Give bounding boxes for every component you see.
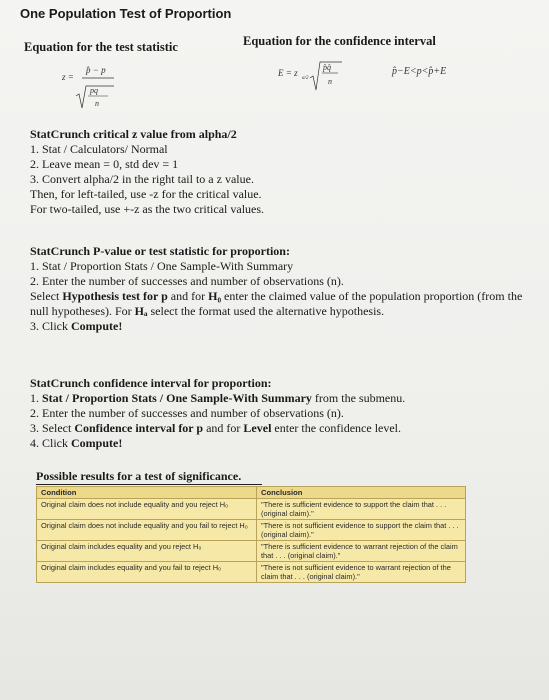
conclusion-cell: "There is sufficient evidence to support the claim that . . . (original claim).": [257, 499, 466, 520]
conclusion-cell: "There is sufficient evidence to warrant rejection of the claim that . . . (original claim).": [257, 541, 466, 562]
p-value-step: 1. Stat / Proportion Stats / One Sample-With Summary: [30, 259, 294, 273]
svg-text:p̂q̂: p̂q̂: [323, 63, 331, 72]
table-row: [37, 562, 466, 583]
ci-step: 4. Click Compute!: [30, 436, 123, 450]
critical-value-line: Then, for left-tailed, use -z for the critical value.: [30, 187, 262, 201]
svg-text:pq: pq: [90, 86, 98, 95]
condition-cell: Original claim does not include equality and you fail to reject H₀: [37, 520, 257, 541]
table-header-row: [37, 487, 466, 499]
test-statistic-heading: Equation for the test statistic: [24, 40, 178, 54]
ci-step: 2. Enter the number of successes and number of observations (n).: [30, 406, 344, 420]
confidence-interval-expression: p̂−E<p<p̂+E: [392, 66, 447, 77]
p-value-step: 2. Enter the number of successes and number of observations (n).: [30, 274, 344, 288]
critical-value-line: 1. Stat / Calculators/ Normal: [30, 142, 168, 156]
column-header-condition: Condition: [37, 487, 257, 499]
results-table-title: Possible results for a test of significance.: [36, 469, 242, 483]
critical-value-line: 2. Leave mean = 0, std dev = 1: [30, 157, 179, 171]
critical-value-heading: StatCrunch critical z value from alpha/2: [30, 127, 237, 141]
critical-value-line: 3. Convert alpha/2 in the right tail to a z value.: [30, 172, 254, 186]
condition-cell: Original claim includes equality and you fail to reject H₀: [37, 562, 257, 583]
test-statistic-formula: [62, 62, 122, 114]
confidence-interval-section: [30, 376, 530, 451]
ci-step: 3. Select Confidence interval for p and for Level enter the confidence level.: [30, 421, 402, 435]
svg-text:n: n: [328, 77, 332, 86]
title-underline: [36, 484, 262, 485]
svg-text:E = z: E = z: [278, 68, 298, 78]
svg-text:p̂ − p: p̂ − p: [86, 65, 106, 75]
page-title: One Population Test of Proportion: [20, 6, 232, 21]
column-header-conclusion: Conclusion: [257, 487, 466, 499]
p-value-section: [30, 244, 530, 334]
critical-value-section: [30, 127, 264, 217]
svg-text:n: n: [95, 99, 99, 108]
conclusion-cell: "There is not sufficient evidence to warrant rejection of the claim that . . . (original claim).": [257, 562, 466, 583]
p-value-step: 3. Click Compute!: [30, 319, 123, 333]
ci-step: 1. Stat / Proportion Stats / One Sample-With Summary from the submenu.: [30, 391, 406, 405]
svg-text:α/2: α/2: [302, 76, 309, 81]
conclusion-cell: "There is not sufficient evidence to support the claim that . . . (original claim).": [257, 520, 466, 541]
confidence-interval-heading: Equation for the confidence interval: [243, 34, 436, 48]
confidence-interval-steps-heading: StatCrunch confidence interval for proportion:: [30, 376, 272, 390]
condition-cell: Original claim includes equality and you reject H₀: [37, 541, 257, 562]
table-row: [37, 499, 466, 520]
table-row: [37, 541, 466, 562]
margin-of-error-formula: [278, 56, 368, 94]
p-value-heading: StatCrunch P-value or test statistic for proportion:: [30, 244, 290, 258]
condition-cell: Original claim does not include equality and you reject H₀: [37, 499, 257, 520]
p-value-step-select: Select Hypothesis test for p and for H₀ enter the claimed value of the population proportion (from the null hypotheses). For Hₐ select the format used the alternative hypothesis.: [30, 289, 523, 318]
svg-text:z =: z =: [62, 72, 74, 82]
table-row: [37, 520, 466, 541]
results-table: [36, 486, 466, 583]
critical-value-line: For two-tailed, use +-z as the two critical values.: [30, 202, 265, 216]
